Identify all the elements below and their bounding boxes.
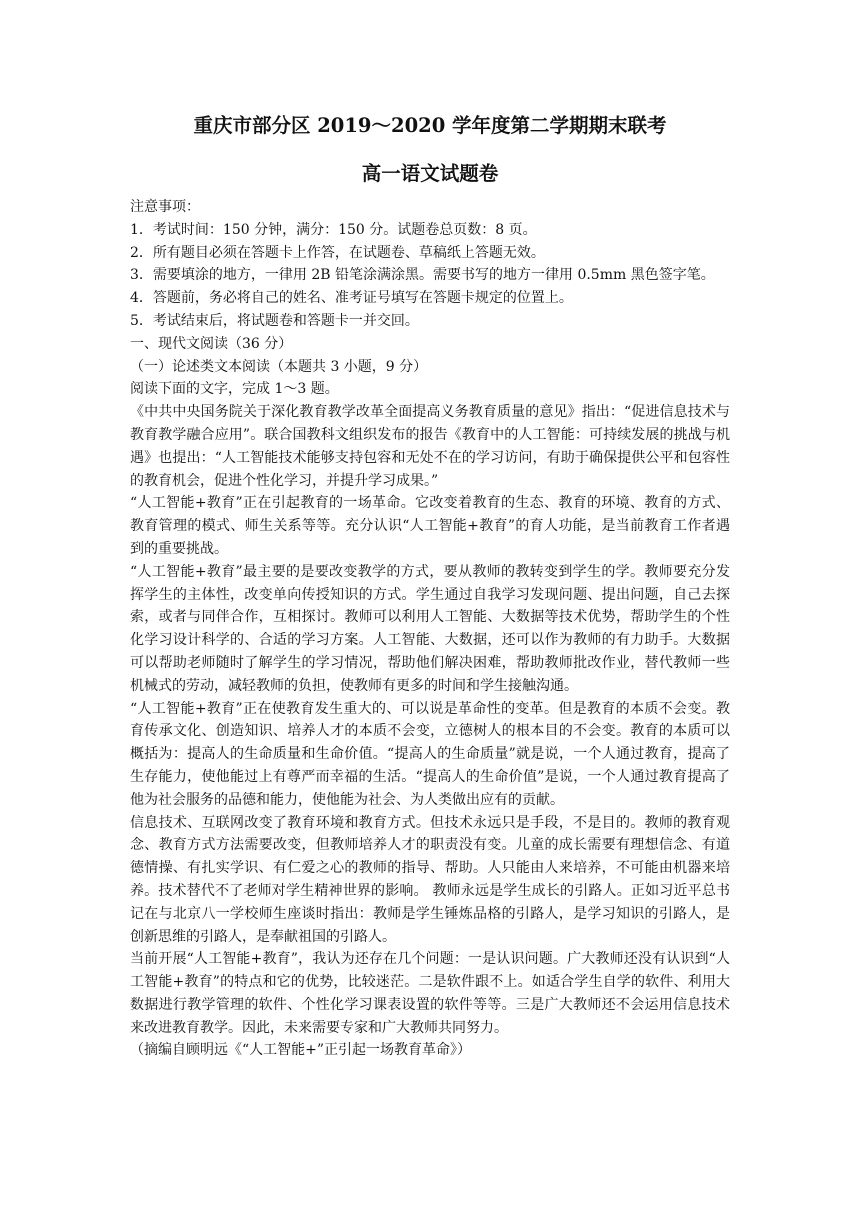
notes-item-5: 5．考试结束后，将试题卷和答题卡一并交回。 bbox=[130, 312, 419, 329]
exam-subtitle: 高一语文试题卷 bbox=[361, 162, 499, 185]
passage-paragraph-1: 《中共中央国务院关于深化教育教学改革全面提高义务教育质量的意见》指出：“促进信息技术与教育教学融合应用”。联合国教科文组织发布的报告《教育中的人工智能：可持续发展的挑战与机遇》也提出：“人工智能技术能够支持包容和无处不在的学习访问，有助于确保提供公平和包容性的教育机会，促进个性化学习，并提升学习成果。” bbox=[130, 404, 730, 489]
notes-item-3: 3．需要填涂的地方，一律用 2B 铅笔涂满涂黑。需要书写的地方一律用 0.5mm 黑色签字笔。 bbox=[130, 267, 715, 284]
exam-page bbox=[130, 112, 730, 1062]
passage-paragraph-6: 当前开展“人工智能+教育”，我认为还存在几个问题：一是认识问题。广大教师还没有认识到“人工智能+教育”的特点和它的优势，比较迷茫。二是软件跟不上。如适合学生自学的软件、利用大数据进行教学管理的软件、个性化学习课表设置的软件等等。三是广大教师还不会运用信息技术来改进教育教学。因此，未来需要专家和广大教师共同努力。 bbox=[130, 951, 730, 1036]
reading-passage bbox=[130, 401, 730, 1062]
notes-item-1: 1．考试时间：150 分钟，满分：150 分。试题卷总页数：8 页。 bbox=[130, 221, 537, 238]
notes-block bbox=[130, 196, 730, 333]
section-heading: 一、现代文阅读（36 分） bbox=[130, 335, 293, 352]
section-sub-heading: （一）论述类文本阅读（本题共 3 小题，9 分） bbox=[130, 358, 428, 375]
passage-paragraph-4: “人工智能+教育”正在使教育发生重大的、可以说是革命性的变革。但是教育的本质不会变。教育传承文化、创造知识、培养人才的本质不会变，立德树人的根本目的不会变。教育的本质可以概括为：提高人的生命质量和生命价值。“提高人的生命质量”就是说，一个人通过教育，提高了生存能力，使他能过上有尊严而幸福的生活。“提高人的生命价值”是说，一个人通过教育提高了他为社会服务的品德和能力，使他能为社会、为人类做出应有的贡献。 bbox=[130, 700, 730, 808]
notes-heading: 注意事项： bbox=[130, 199, 200, 215]
notes-item-2: 2．所有题目必须在答题卡上作答，在试题卷、草稿纸上答题无效。 bbox=[130, 244, 545, 261]
passage-paragraph-2: “人工智能+教育”正在引起教育的一场革命。它改变着教育的生态、教育的环境、教育的方式、教育管理的模式、师生关系等等。充分认识“人工智能+教育”的育人功能，是当前教育工作者遇到的重要挑战。 bbox=[130, 495, 730, 557]
exam-title: 重庆市部分区 2019～2020 学年度第二学期期末联考 bbox=[193, 114, 667, 137]
passage-source: （摘编自顾明远《“人工智能+”正引起一场教育革命》） bbox=[130, 1042, 472, 1059]
passage-paragraph-3: “人工智能+教育”最主要的是要改变教学的方式，要从教师的教转变到学生的学。教师要充分发挥学生的主体性，改变单向传授知识的方式。学生通过自我学习发现问题、提出问题，自己去探索，或者与同伴合作，互相探讨。教师可以利用人工智能、大数据等技术优势，帮助学生的个性化学习设计科学的、合适的学习方案。人工智能、大数据，还可以作为教师的有力助手。大数据可以帮助老师随时了解学生的学习情况，帮助他们解决困难，帮助教师批改作业，替代教师一些机械式的劳动，减轻教师的负担，使教师有更多的时间和学生接触沟通。 bbox=[130, 563, 730, 694]
notes-item-4: 4．答题前，务必将自己的姓名、准考证号填写在答题卡规定的位置上。 bbox=[130, 290, 573, 307]
section-instruction: 阅读下面的文字，完成 1～3 题。 bbox=[130, 381, 339, 398]
section-block bbox=[130, 333, 730, 401]
passage-paragraph-5: 信息技术、互联网改变了教育环境和教育方式。但技术永远只是手段，不是目的。教师的教育观念、教育方式方法需要改变，但教师培养人才的职责没有变。儿童的成长需要有理想信念、有道德情操、有扎实学识、有仁爱之心的教师的指导、帮助。人只能由人来培养，不可能由机器来培养。技术替代不了老师对学生精神世界的影响。 教师永远是学生成长的引路人。正如习近平总书记在与北京八一学校师生座谈时指出：教师是学生锤炼品格的引路人，是学习知识的引路人，是创新思维的引路人，是奉献祖国的引路人。 bbox=[130, 814, 730, 945]
